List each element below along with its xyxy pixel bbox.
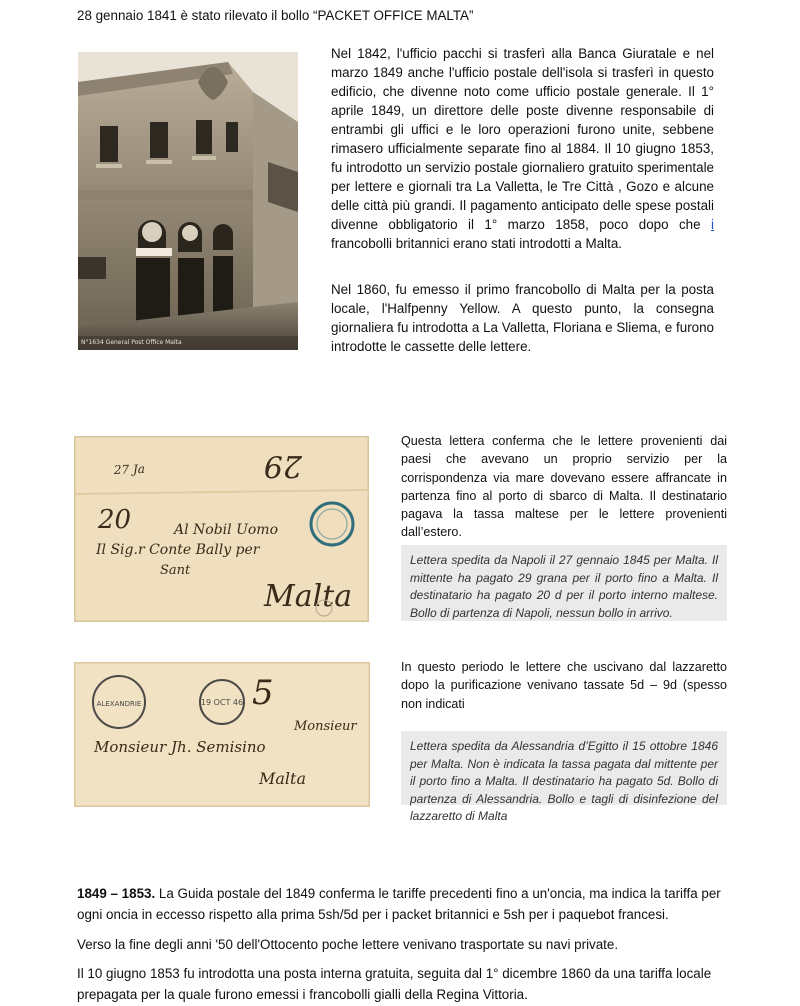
envelope-2-mark-alexandrie: ALEXANDRIE [96, 700, 142, 708]
envelope-2-mark-5: 5 [252, 673, 274, 713]
envelope-2-mark-date: 19 OCT 46 [200, 698, 244, 707]
photo-caption: N°1634 General Post Office Malta [81, 339, 182, 346]
envelope-1-address-line-3: Sant [160, 563, 191, 578]
intro-paragraph-2: Nel 1860, fu emesso il primo francobollo di Malta per la posta locale, l'Halfpenny Yellow. A questo punto, la consegna giornaliera fu introdotta a La Valletta, Floriana e Sliema, e furono introdotte le cassette delle lettere. [331, 282, 714, 354]
page-heading: 28 gennaio 1841 è stato rilevato il bollo “PACKET OFFICE MALTA” [77, 8, 474, 23]
envelope-2-address-line-1: Monsieur [294, 719, 357, 734]
envelope-1-mark-date: 27 Ja [113, 461, 146, 477]
letter-1-image [74, 436, 369, 622]
letter-2-caption: Lettera spedita da Alessandria d’Egitto il 15 ottobre 1846 per Malta. Non è indicata la tassa pagata dal mittente per il porto fino a Malta. Il destinatario ha pagato 5d. Bollo di partenza di Alessandria. Bollo e tagli di disinfezione del lazzaretto di Malta [401, 731, 727, 805]
rates-period-heading: 1849 – 1853. [77, 886, 156, 901]
envelope-1-mark-20: 20 [98, 505, 132, 535]
intro-text-before-link: Nel 1842, l'ufficio pacchi si trasferì alla Banca Giuratale e nel marzo 1849 anche l'ufficio postale dell'isola si trasferì in questo edificio, che divenne noto come ufficio postale generale. Il 1° aprile 1849, un direttore delle poste divenne responsabile di entrambi gli uffici e le loro operazioni furono unite, sebbene rimasero ufficialmente separate fino al 1884. Il 10 giugno 1853, fu introdotto un servizio postale giornaliero gratuito sperimentale per lettere e giornali tra La Valletta, le Tre Città , Gozo e alcune delle città più grandi. Il pagamento anticipato delle spese postali divenne obbligatorio il 1° marzo 1858, poco dopo che [331, 46, 714, 232]
private-ships-paragraph: Verso la fine degli anni '50 dell'Ottocento poche lettere venivano trasportate su navi private. [77, 937, 619, 952]
envelope-1-address-line-2: Il Sig.r Conte Bally per [96, 542, 260, 558]
building-illustration [78, 52, 298, 350]
letter-1-envelope [74, 436, 369, 622]
internal-post-paragraph: Il 10 giugno 1853 fu introdotta una posta interna gratuita, seguita dal 1° dicembre 1860 da una tariffa locale prepagata per la quale furono emessi i francobolli gialli della Regina Vittoria. [77, 966, 712, 1002]
letter-1-description: Questa lettera conferma che le lettere provenienti dai paesi che avevano un proprio servizio per la corrispondenza via mare dovevano essere affrancate in partenza fino al porto di sbarco di Malta. Il destinatario pagava la tassa maltese per le lettere provenienti dall’estero. [401, 434, 727, 540]
inline-link[interactable]: i [711, 217, 714, 232]
letter-2-description: In questo periodo le lettere che uscivano dal lazzaretto dopo la purificazione venivano tassate 5d – 9d (spesso non indicati [401, 660, 727, 711]
intro-text-after-link: francobolli britannici erano stati introdotti a Malta. [331, 236, 623, 251]
rates-text: La Guida postale del 1849 conferma le tariffe precedenti fino a un'oncia, ma indica la tariffa per ogni oncia in eccesso rispetto alla prima 5sh/5d per i packet britannici e 5sh per i paquebot francesi. [77, 886, 721, 922]
envelope-1-address-line-1: Al Nobil Uomo [174, 522, 279, 538]
post-office-photo [78, 52, 298, 350]
envelope-2-address-line-2: Monsieur Jh. Semisino [94, 738, 266, 756]
intro-paragraph-1 [331, 44, 714, 253]
letter-2-image [74, 662, 370, 807]
envelope-1-address-malta: Malta [264, 579, 353, 614]
letter-2-envelope [74, 662, 370, 807]
letter-1-caption: Lettera spedita da Napoli il 27 gennaio 1845 per Malta. Il mittente ha pagato 29 grana per il porto fino a Malta. Il destinatario ha pagato 20 d per il porto interno maltese. Bollo di partenza di Napoli, nessun bollo in arrivo. [401, 545, 727, 621]
envelope-2-address-malta: Malta [259, 769, 307, 788]
rates-paragraph [77, 884, 727, 925]
envelope-1-mark-29: 29 [263, 448, 302, 483]
